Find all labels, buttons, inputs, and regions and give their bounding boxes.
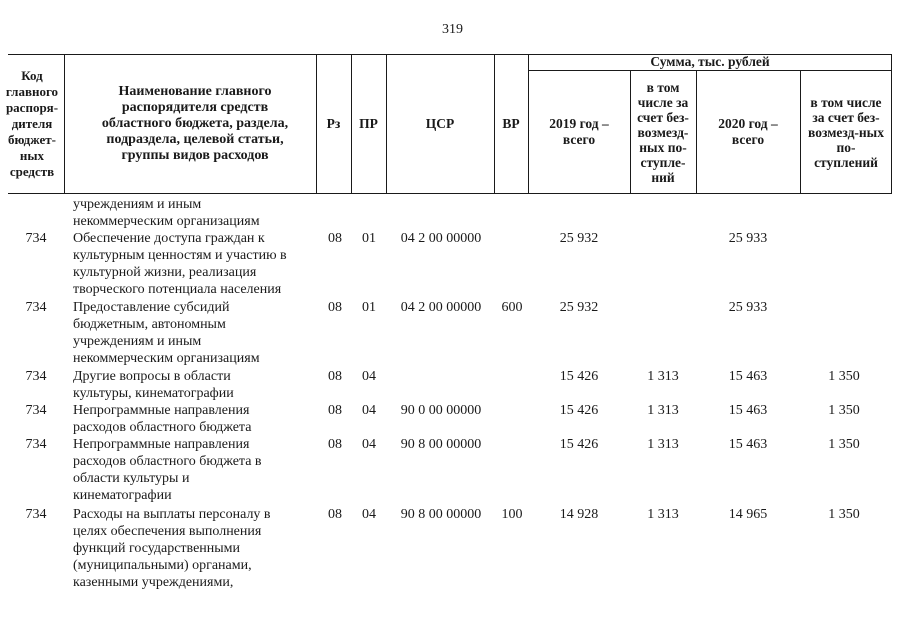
row-vr: 100	[501, 507, 523, 522]
row-total-2020: 14 965	[728, 507, 768, 522]
row-name-line: Расходы на выплаты персоналу в	[73, 507, 271, 522]
row-incl-2020: 1 350	[828, 507, 860, 522]
row-name	[73, 506, 323, 591]
table-right-border	[891, 54, 892, 193]
row-total-2020: 25 933	[728, 231, 768, 246]
row-name	[73, 402, 323, 436]
header-csr: ЦСР	[425, 116, 455, 131]
row-pr: 04	[362, 403, 376, 418]
row-incl-2019: 1 313	[647, 507, 679, 522]
row-pr: 04	[362, 507, 376, 522]
header-incl-2020: в том числе за счет без-возмезд-ных по-ступлений	[808, 94, 884, 170]
row-pr: 04	[362, 369, 376, 384]
row-name-line: Обеспечение доступа граждан к	[73, 231, 265, 246]
page-number: 319	[442, 22, 463, 37]
row-pr: 01	[362, 231, 376, 246]
col-divider-incl2019	[696, 70, 697, 193]
header-code: Код главного распоря-дителя бюджет-ных средств	[5, 68, 59, 179]
col-divider-vr	[528, 54, 529, 193]
row-code: 734	[25, 437, 47, 452]
row-csr: 90 8 00 00000	[400, 507, 482, 522]
row-name-line: казенными учреждениями,	[73, 575, 234, 590]
row-incl-2019: 1 313	[647, 403, 679, 418]
row-code: 734	[25, 300, 47, 315]
row-name	[73, 368, 323, 402]
row-total-2019: 15 426	[559, 403, 599, 418]
row-name-line: (муниципальными) органами,	[73, 558, 252, 573]
row-rz: 08	[328, 507, 342, 522]
row-vr: 600	[501, 300, 523, 315]
header-incl-2019: в том числе за счет без-возмезд-ных по-ступле-ний	[637, 79, 689, 185]
row-total-2020: 15 463	[728, 369, 768, 384]
row-name-line: расходов областного бюджета в	[73, 454, 262, 469]
row-name-line: учреждениям и иным	[73, 334, 202, 349]
row-incl-2020: 1 350	[828, 437, 860, 452]
header-total-2020: 2020 год – всего	[718, 116, 778, 147]
row-total-2019: 15 426	[559, 369, 599, 384]
row-total-2020: 25 933	[728, 300, 768, 315]
header-rz: Рз	[326, 116, 341, 131]
row-name-line: области культуры и	[73, 471, 190, 486]
row-name-line: Предоставление субсидий	[73, 300, 230, 315]
row-name-line: некоммерческим организациям	[73, 351, 260, 366]
row-total-2019: 14 928	[559, 507, 599, 522]
row-total-2019: 25 932	[559, 231, 599, 246]
row-name-line: расходов областного бюджета	[73, 420, 252, 435]
row-rz: 08	[328, 437, 342, 452]
row-name-line: Непрограммные направления	[73, 403, 250, 418]
row-incl-2019: 1 313	[647, 369, 679, 384]
row-name-line: культуры, кинематографии	[73, 386, 234, 401]
row-name-line: творческого потенциала населения	[73, 282, 282, 297]
header-sum-group: Сумма, тыс. рублей	[650, 54, 770, 69]
row-name-line: Другие вопросы в области	[73, 369, 231, 384]
continuation-text	[73, 196, 323, 230]
row-total-2020: 15 463	[728, 437, 768, 452]
row-rz: 08	[328, 300, 342, 315]
row-incl-2020: 1 350	[828, 369, 860, 384]
header-total-2019: 2019 год – всего	[549, 116, 609, 147]
row-name	[73, 299, 323, 367]
row-total-2019: 15 426	[559, 437, 599, 452]
col-divider-total2020	[800, 70, 801, 193]
header-name: Наименование главного распорядителя средств областного бюджета, раздела, подраздела, целевой статьи, группы видов расходов	[101, 84, 289, 163]
row-name-line: функций государственными	[73, 541, 241, 556]
row-total-2019: 25 932	[559, 300, 599, 315]
row-name	[73, 230, 323, 298]
row-code: 734	[25, 403, 47, 418]
continuation-line: некоммерческим организациям	[73, 214, 260, 229]
row-name-line: Непрограммные направления	[73, 437, 250, 452]
row-csr: 04 2 00 00000	[400, 231, 482, 246]
row-rz: 08	[328, 231, 342, 246]
row-name-line: культурным ценностям и участию в	[73, 248, 287, 263]
row-incl-2019: 1 313	[647, 437, 679, 452]
row-rz: 08	[328, 403, 342, 418]
row-pr: 01	[362, 300, 376, 315]
row-csr: 04 2 00 00000	[400, 300, 482, 315]
col-divider-code	[64, 54, 65, 193]
row-incl-2020: 1 350	[828, 403, 860, 418]
continuation-line: учреждениям и иным	[73, 197, 202, 212]
row-total-2020: 15 463	[728, 403, 768, 418]
row-pr: 04	[362, 437, 376, 452]
row-csr: 90 0 00 00000	[400, 403, 482, 418]
header-vr: ВР	[502, 116, 520, 131]
row-name-line: кинематографии	[73, 488, 172, 503]
header-bottom-border	[8, 193, 892, 194]
row-name-line: целях обеспечения выполнения	[73, 524, 262, 539]
sum-group-divider	[528, 70, 892, 71]
row-code: 734	[25, 507, 47, 522]
header-pr: ПР	[359, 116, 378, 131]
row-code: 734	[25, 369, 47, 384]
row-name-line: бюджетным, автономным	[73, 317, 226, 332]
row-rz: 08	[328, 369, 342, 384]
row-name	[73, 436, 323, 504]
row-name-line: культурной жизни, реализация	[73, 265, 257, 280]
row-code: 734	[25, 231, 47, 246]
col-divider-total2019	[630, 70, 631, 193]
row-csr: 90 8 00 00000	[400, 437, 482, 452]
